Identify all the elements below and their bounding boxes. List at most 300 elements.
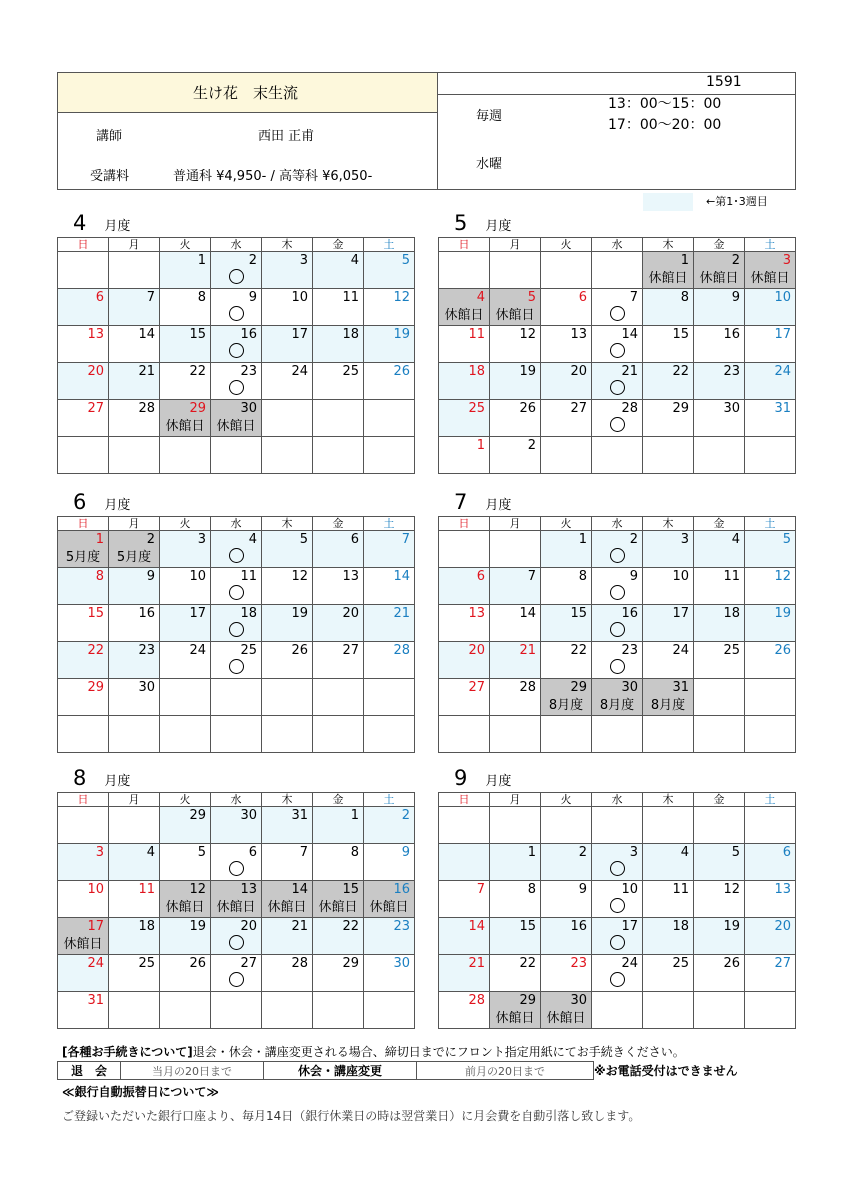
day-number: 27 <box>87 401 104 416</box>
day-cell <box>364 716 415 753</box>
day-number: 24 <box>672 643 689 658</box>
day-number: 25 <box>138 956 155 971</box>
closed-label: 休館日 <box>216 900 256 915</box>
day-cell <box>694 252 745 289</box>
day-cell <box>262 289 313 326</box>
class-day-circle-icon <box>610 972 625 987</box>
day-number: 15 <box>672 327 689 342</box>
weekday-header: 月 <box>490 517 541 531</box>
day-cell <box>541 363 592 400</box>
day-cell <box>643 568 694 605</box>
day-number: 16 <box>393 882 410 897</box>
day-number: 26 <box>519 401 536 416</box>
day-cell <box>592 531 643 568</box>
day-number: 10 <box>189 569 206 584</box>
day-cell <box>364 252 415 289</box>
day-cell <box>160 642 211 679</box>
day-number: 19 <box>723 919 740 934</box>
day-cell <box>364 881 415 918</box>
day-number: 27 <box>468 680 485 695</box>
class-day-circle-icon <box>229 548 244 563</box>
day-number: 26 <box>723 956 740 971</box>
day-cell <box>745 918 796 955</box>
weekday-header: 木 <box>262 517 313 531</box>
day-number: 14 <box>393 569 410 584</box>
weekday-header: 土 <box>745 517 796 531</box>
day-cell <box>313 955 364 992</box>
day-number: 15 <box>189 327 206 342</box>
class-day-circle-icon <box>229 585 244 600</box>
day-number: 11 <box>672 882 689 897</box>
week-row <box>439 531 796 568</box>
day-cell <box>490 844 541 881</box>
weekday-header: 火 <box>160 517 211 531</box>
week-row <box>58 918 415 955</box>
day-number: 1 <box>350 808 359 823</box>
month-number: 5 <box>454 211 468 235</box>
day-number: 21 <box>138 364 155 379</box>
day-cell <box>211 400 262 437</box>
closed-label: 休館日 <box>63 937 103 952</box>
weekday-header: 日 <box>58 517 109 531</box>
day-cell <box>592 955 643 992</box>
day-cell <box>643 844 694 881</box>
day-number: 19 <box>393 327 410 342</box>
day-cell <box>439 918 490 955</box>
weekday-header: 火 <box>541 793 592 807</box>
teacher-label: 講師 <box>96 129 123 144</box>
day-number: 17 <box>189 606 206 621</box>
weekday-header: 日 <box>439 793 490 807</box>
weekday-header: 水 <box>592 517 643 531</box>
day-cell <box>439 437 490 474</box>
week-row <box>58 437 415 474</box>
day-number: 5 <box>299 532 308 547</box>
day-number: 2 <box>731 253 740 268</box>
day-cell <box>211 437 262 474</box>
day-cell <box>694 437 745 474</box>
class-day-circle-icon <box>229 269 244 284</box>
day-cell <box>313 918 364 955</box>
closed-label: 休館日 <box>216 419 256 434</box>
day-number: 13 <box>570 327 587 342</box>
day-cell <box>211 881 262 918</box>
day-cell <box>490 642 541 679</box>
day-cell <box>364 531 415 568</box>
day-cell <box>694 400 745 437</box>
week-row <box>439 679 796 716</box>
weekday-header: 土 <box>745 793 796 807</box>
day-cell <box>313 400 364 437</box>
day-cell <box>313 531 364 568</box>
weekday-header: 水 <box>211 517 262 531</box>
day-cell <box>58 568 109 605</box>
day-cell <box>439 568 490 605</box>
day-cell <box>313 289 364 326</box>
closed-label: 休館日 <box>495 1011 535 1026</box>
day-number: 12 <box>189 882 206 897</box>
day-number: 7 <box>527 569 536 584</box>
class-day-circle-icon <box>610 659 625 674</box>
day-cell <box>262 400 313 437</box>
day-cell <box>262 531 313 568</box>
day-number: 30 <box>393 956 410 971</box>
day-cell <box>364 679 415 716</box>
weekday-header: 日 <box>58 793 109 807</box>
closed-label: 5月度 <box>65 550 101 565</box>
day-number: 12 <box>774 569 791 584</box>
day-cell <box>694 531 745 568</box>
month-label: 月度 <box>104 774 131 789</box>
day-cell <box>211 363 262 400</box>
week-row <box>58 881 415 918</box>
day-number: 9 <box>248 290 257 305</box>
class-day-circle-icon <box>610 861 625 876</box>
day-cell <box>490 326 541 363</box>
week-row <box>58 679 415 716</box>
day-number: 18 <box>138 919 155 934</box>
day-cell <box>694 918 745 955</box>
suspend-label: 休会・講座変更 <box>264 1062 417 1080</box>
day-number: 8 <box>197 290 206 305</box>
day-number: 12 <box>393 290 410 305</box>
day-number: 6 <box>95 290 104 305</box>
procedures-line <box>62 1043 685 1060</box>
day-cell <box>211 955 262 992</box>
day-cell <box>541 531 592 568</box>
day-cell <box>439 716 490 753</box>
day-cell <box>109 918 160 955</box>
day-cell <box>745 437 796 474</box>
week-row <box>58 955 415 992</box>
closed-label: 休館日 <box>699 271 739 286</box>
day-number: 20 <box>240 919 257 934</box>
day-number: 29 <box>189 808 206 823</box>
class-title: 生け花 末生流 <box>193 84 299 102</box>
day-number: 3 <box>629 845 638 860</box>
day-cell <box>364 844 415 881</box>
day-number: 11 <box>723 569 740 584</box>
day-number: 28 <box>468 993 485 1008</box>
closed-label: 休館日 <box>165 419 205 434</box>
day-number: 5 <box>782 532 791 547</box>
day-cell <box>109 992 160 1029</box>
week-row <box>439 807 796 844</box>
day-cell <box>313 252 364 289</box>
day-cell <box>160 437 211 474</box>
day-number: 2 <box>248 253 257 268</box>
day-cell <box>262 881 313 918</box>
day-cell <box>262 844 313 881</box>
day-number: 30 <box>240 808 257 823</box>
month-title <box>73 766 130 790</box>
day-cell <box>313 437 364 474</box>
day-cell <box>160 363 211 400</box>
day-cell <box>490 531 541 568</box>
day-cell <box>160 716 211 753</box>
closed-label: 休館日 <box>444 308 484 323</box>
legend-swatch <box>643 193 693 211</box>
day-number: 18 <box>723 606 740 621</box>
day-cell <box>643 400 694 437</box>
day-cell <box>439 363 490 400</box>
day-number: 14 <box>138 327 155 342</box>
closed-label: 休館日 <box>648 271 688 286</box>
day-cell <box>160 955 211 992</box>
day-number: 17 <box>672 606 689 621</box>
day-cell <box>592 605 643 642</box>
day-number: 31 <box>291 808 308 823</box>
day-cell <box>592 437 643 474</box>
day-cell <box>745 679 796 716</box>
day-cell <box>160 568 211 605</box>
day-cell <box>364 289 415 326</box>
day-number: 12 <box>519 327 536 342</box>
day-number: 7 <box>401 532 410 547</box>
day-number: 19 <box>189 919 206 934</box>
day-cell <box>745 289 796 326</box>
day-cell <box>694 716 745 753</box>
day-cell <box>262 252 313 289</box>
day-cell <box>109 955 160 992</box>
day-number: 30 <box>621 680 638 695</box>
day-cell <box>58 363 109 400</box>
day-number: 2 <box>527 438 536 453</box>
month-number: 4 <box>73 211 87 235</box>
day-cell <box>160 918 211 955</box>
day-number: 29 <box>570 680 587 695</box>
day-number: 1 <box>527 845 536 860</box>
day-cell <box>745 844 796 881</box>
day-cell <box>643 955 694 992</box>
week-row <box>439 642 796 679</box>
bank-text: ご登録いただいた銀行口座より、毎月14日（銀行休業日の時は翌営業日）に月会費を自動引落し致します。 <box>62 1109 641 1123</box>
day-cell <box>439 326 490 363</box>
day-number: 24 <box>291 364 308 379</box>
day-cell <box>58 642 109 679</box>
deadline-table <box>57 1061 594 1080</box>
day-number: 29 <box>189 401 206 416</box>
day-cell <box>58 252 109 289</box>
day-cell <box>109 807 160 844</box>
day-number: 14 <box>468 919 485 934</box>
week-row <box>439 400 796 437</box>
day-cell <box>211 289 262 326</box>
class-day-circle-icon <box>229 343 244 358</box>
day-number: 12 <box>291 569 308 584</box>
day-cell <box>313 716 364 753</box>
day-cell <box>541 844 592 881</box>
day-cell <box>109 531 160 568</box>
day-number: 8 <box>680 290 689 305</box>
day-cell <box>541 437 592 474</box>
month-calendar <box>57 237 415 474</box>
class-day-circle-icon <box>610 622 625 637</box>
day-number: 19 <box>774 606 791 621</box>
closed-label: 休館日 <box>495 308 535 323</box>
day-number: 27 <box>570 401 587 416</box>
day-number: 3 <box>299 253 308 268</box>
week-row <box>439 605 796 642</box>
day-cell <box>58 807 109 844</box>
class-day-circle-icon <box>229 306 244 321</box>
day-cell <box>439 955 490 992</box>
closed-label: 8月度 <box>599 698 635 713</box>
weekday-header: 木 <box>643 793 694 807</box>
day-cell <box>490 679 541 716</box>
day-cell <box>439 289 490 326</box>
day-number: 22 <box>570 643 587 658</box>
day-number: 13 <box>240 882 257 897</box>
day-number: 5 <box>731 845 740 860</box>
day-number: 30 <box>570 993 587 1008</box>
day-number: 24 <box>87 956 104 971</box>
week-row <box>58 605 415 642</box>
day-number: 15 <box>519 919 536 934</box>
day-cell <box>592 400 643 437</box>
day-cell <box>109 437 160 474</box>
weekday-header: 金 <box>694 517 745 531</box>
day-cell <box>109 881 160 918</box>
day-number: 23 <box>138 643 155 658</box>
week-row <box>439 992 796 1029</box>
day-number: 4 <box>146 845 155 860</box>
day-cell <box>541 918 592 955</box>
closed-label: 休館日 <box>318 900 358 915</box>
day-cell <box>109 844 160 881</box>
day-cell <box>364 400 415 437</box>
day-number: 1 <box>197 253 206 268</box>
month-label: 月度 <box>485 774 512 789</box>
weekday-header: 金 <box>694 793 745 807</box>
day-cell <box>211 992 262 1029</box>
week-row <box>439 326 796 363</box>
day-cell <box>694 881 745 918</box>
day-cell <box>439 252 490 289</box>
day-cell <box>262 363 313 400</box>
day-cell <box>58 437 109 474</box>
day-cell <box>592 289 643 326</box>
day-cell <box>592 326 643 363</box>
day-number: 25 <box>342 364 359 379</box>
day-number: 11 <box>342 290 359 305</box>
day-cell <box>643 289 694 326</box>
day-cell <box>160 605 211 642</box>
day-cell <box>262 918 313 955</box>
procedures-heading: [各種お手続きについて] <box>62 1045 193 1059</box>
month-label: 月度 <box>485 219 512 234</box>
day-cell <box>694 992 745 1029</box>
weekday-header: 水 <box>592 238 643 252</box>
weekday-header: 水 <box>211 238 262 252</box>
class-day-circle-icon <box>229 935 244 950</box>
day-number: 18 <box>342 327 359 342</box>
day-number: 28 <box>291 956 308 971</box>
day-cell <box>643 252 694 289</box>
schedule-info-box <box>438 72 796 190</box>
day-cell <box>490 568 541 605</box>
teacher-name: 西田 正甫 <box>258 129 315 144</box>
day-cell <box>109 568 160 605</box>
day-cell <box>211 568 262 605</box>
day-cell <box>109 605 160 642</box>
weekday-header: 火 <box>541 238 592 252</box>
day-number: 11 <box>468 327 485 342</box>
day-cell <box>313 844 364 881</box>
day-cell <box>58 881 109 918</box>
day-cell <box>745 252 796 289</box>
weekday-header: 月 <box>109 793 160 807</box>
day-number: 2 <box>401 808 410 823</box>
weekday-header: 木 <box>262 238 313 252</box>
day-number: 13 <box>774 882 791 897</box>
day-number: 3 <box>680 532 689 547</box>
day-cell <box>592 918 643 955</box>
day-number: 22 <box>87 643 104 658</box>
day-number: 1 <box>680 253 689 268</box>
week-row <box>439 844 796 881</box>
day-number: 20 <box>774 919 791 934</box>
day-number: 6 <box>248 845 257 860</box>
day-cell <box>745 716 796 753</box>
week-row <box>58 807 415 844</box>
day-cell <box>694 642 745 679</box>
day-number: 10 <box>87 882 104 897</box>
day-number: 8 <box>95 569 104 584</box>
week-row <box>439 918 796 955</box>
day-cell <box>58 400 109 437</box>
day-cell <box>313 881 364 918</box>
day-cell <box>745 992 796 1029</box>
day-cell <box>694 363 745 400</box>
day-number: 15 <box>342 882 359 897</box>
legend-note: ←第1･3週目 <box>706 195 768 208</box>
day-cell <box>745 326 796 363</box>
day-number: 23 <box>570 956 587 971</box>
day-cell <box>160 326 211 363</box>
class-day-circle-icon <box>229 380 244 395</box>
day-cell <box>694 326 745 363</box>
day-number: 16 <box>138 606 155 621</box>
day-cell <box>694 679 745 716</box>
day-cell <box>541 400 592 437</box>
day-cell <box>643 679 694 716</box>
day-cell <box>745 568 796 605</box>
day-number: 4 <box>680 845 689 860</box>
day-cell <box>439 531 490 568</box>
day-cell <box>109 326 160 363</box>
day-number: 20 <box>342 606 359 621</box>
week-row <box>439 363 796 400</box>
day-number: 31 <box>672 680 689 695</box>
day-cell <box>490 716 541 753</box>
day-cell <box>541 881 592 918</box>
weekday-header: 火 <box>160 793 211 807</box>
day-number: 19 <box>291 606 308 621</box>
day-number: 22 <box>672 364 689 379</box>
day-cell <box>109 289 160 326</box>
day-cell <box>745 605 796 642</box>
day-cell <box>490 918 541 955</box>
weekday-header: 月 <box>109 238 160 252</box>
day-number: 16 <box>723 327 740 342</box>
day-cell <box>541 807 592 844</box>
class-day-circle-icon <box>610 306 625 321</box>
weekday-header: 月 <box>490 238 541 252</box>
day-number: 19 <box>519 364 536 379</box>
day-number: 27 <box>240 956 257 971</box>
withdraw-label: 退 会 <box>58 1062 121 1080</box>
